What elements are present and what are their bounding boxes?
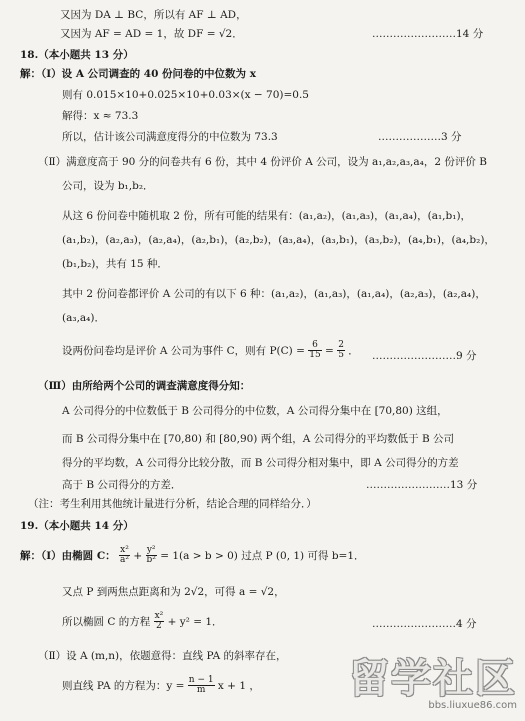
question-heading: 19.（本小题共 14 分） xyxy=(20,520,134,532)
score-mark: ……………………9 分 xyxy=(372,350,477,362)
fraction xyxy=(119,546,130,566)
ellipse-equation-line xyxy=(62,612,223,632)
fraction xyxy=(154,612,165,632)
text-line: 又点 P 到两焦点距离和为 2√2，可得 a = √2， xyxy=(62,586,285,598)
score-mark: ……………………4 分 xyxy=(372,618,477,630)
denominator: 15 xyxy=(309,350,321,361)
plus-sign: + xyxy=(133,549,143,562)
text-line: 又因为 DA ⊥ BC，所以有 AF ⊥ AD， xyxy=(60,9,247,21)
text-fragment: 则直线 PA 的方程为：y = xyxy=(62,679,185,692)
text-line: （Ⅱ）设 A (m,n)，依题意得：直线 PA 的斜率存在， xyxy=(38,650,287,662)
numerator: 2 xyxy=(338,340,344,350)
numerator: x² xyxy=(154,611,164,621)
denominator: b² xyxy=(146,555,156,566)
score-mark: ………………3 分 xyxy=(378,131,462,143)
score-mark: ……………………14 分 xyxy=(372,28,484,40)
probability-line xyxy=(62,341,359,361)
text-line: 而 B 公司得分集中在 [70,80) 和 [80,90) 两个组，A 公司得分的平均数低于 B 公司 xyxy=(62,433,455,445)
text-line: 又因为 AF = AD = 1，故 DF = √2． xyxy=(60,28,243,40)
text-fragment: ． xyxy=(348,344,359,357)
equation-line: 则有 0.015×10+0.025×10+0.03×(x − 70)=0.5 xyxy=(62,89,309,101)
question-heading: 18.（本小题共 13 分） xyxy=(20,49,134,61)
denominator: m xyxy=(196,685,206,696)
line-equation xyxy=(62,676,260,696)
numerator: y² xyxy=(146,545,156,555)
numerator: n − 1 xyxy=(188,675,214,685)
note-line: （注：考生利用其他统计量进行分析，结论合理的同样给分．） xyxy=(28,498,317,510)
text-line: 高于 B 公司得分的方差． xyxy=(62,479,182,491)
watermark xyxy=(349,647,517,711)
text-line: (a₃,a₄)． xyxy=(62,312,105,324)
text-fragment: x + 1 ， xyxy=(217,679,260,692)
watermark-url: bbs.liuxue86.com xyxy=(428,700,517,711)
denominator: 2 xyxy=(156,621,162,632)
text-fragment: + y² = 1． xyxy=(167,615,223,628)
text-line: 解：（Ⅰ）设 A 公司调查的 40 份问卷的中位数为 x xyxy=(20,68,256,80)
ellipse-line xyxy=(20,546,365,566)
text-line: 公司，设为 b₁,b₂． xyxy=(62,180,154,192)
numerator: x² xyxy=(120,545,129,555)
text-line: 其中 2 份问卷都评价 A 公司的有以下 6 种：(a₁,a₂)，(a₁,a₃)，(a₁,a₄)，(a₂,a₃)，(a₂,a₄)， xyxy=(62,288,486,300)
text-fragment: 所以椭圆 C 的方程 xyxy=(62,615,151,628)
text-fragment: 解：（Ⅰ）由椭圆 C： xyxy=(20,549,116,562)
fraction xyxy=(146,546,157,566)
watermark-logo-text: 留学社区 xyxy=(349,656,517,702)
text-line: A 公司得分的中位数低于 B 公司得分的中位数，A 公司得分集中在 [70,80) 这组， xyxy=(62,405,448,417)
text-fragment: = 1(a > b > 0) 过点 P (0, 1) 可得 b=1． xyxy=(160,549,365,562)
denominator: a² xyxy=(120,555,130,566)
fraction xyxy=(188,676,215,696)
numerator: 6 xyxy=(308,341,321,351)
equals-sign: = xyxy=(325,344,334,357)
fraction xyxy=(308,341,321,361)
text-line: (a₁,b₂)，(a₂,a₃)，(a₂,a₄)，(a₂,b₁)，(a₂,b₂)，(a₃,a₄)，(a₃,b₁)，(a₃,b₂)，(a₄,b₁)，(a₄,b₂)， xyxy=(62,234,495,246)
text-line: 得分的平均数，A 公司得分比较分散，而 B 公司得分相对集中，即 A 公司得分的方差 xyxy=(62,457,459,469)
score-mark: ……………………13 分 xyxy=(366,479,478,491)
text-line: （Ⅲ）由所给两个公司的调查满意度得分知： xyxy=(38,380,251,392)
text-line: 从这 6 份问卷中随机取 2 份，所有可能的结果有：(a₁,a₂)，(a₁,a₃)，(a₁,a₄)，(a₁,b₁)， xyxy=(62,210,472,222)
text-line: 解得：x ≈ 73.3 xyxy=(62,110,139,122)
denominator: 5 xyxy=(338,350,344,361)
text-line: 所以，估计该公司满意度得分的中位数为 73.3 xyxy=(62,131,278,143)
text-line: (b₁,b₂)，共有 15 种． xyxy=(62,258,168,270)
fraction xyxy=(337,341,345,361)
text-line: （Ⅱ）满意度高于 90 分的问卷共有 6 份，其中 4 份评价 A 公司，设为 a₁,a₂,a₃,a₄，2 份评价 B xyxy=(38,156,487,168)
text-fragment: 设两份问卷均是评价 A 公司为事件 C，则有 P(C) = xyxy=(62,344,305,357)
